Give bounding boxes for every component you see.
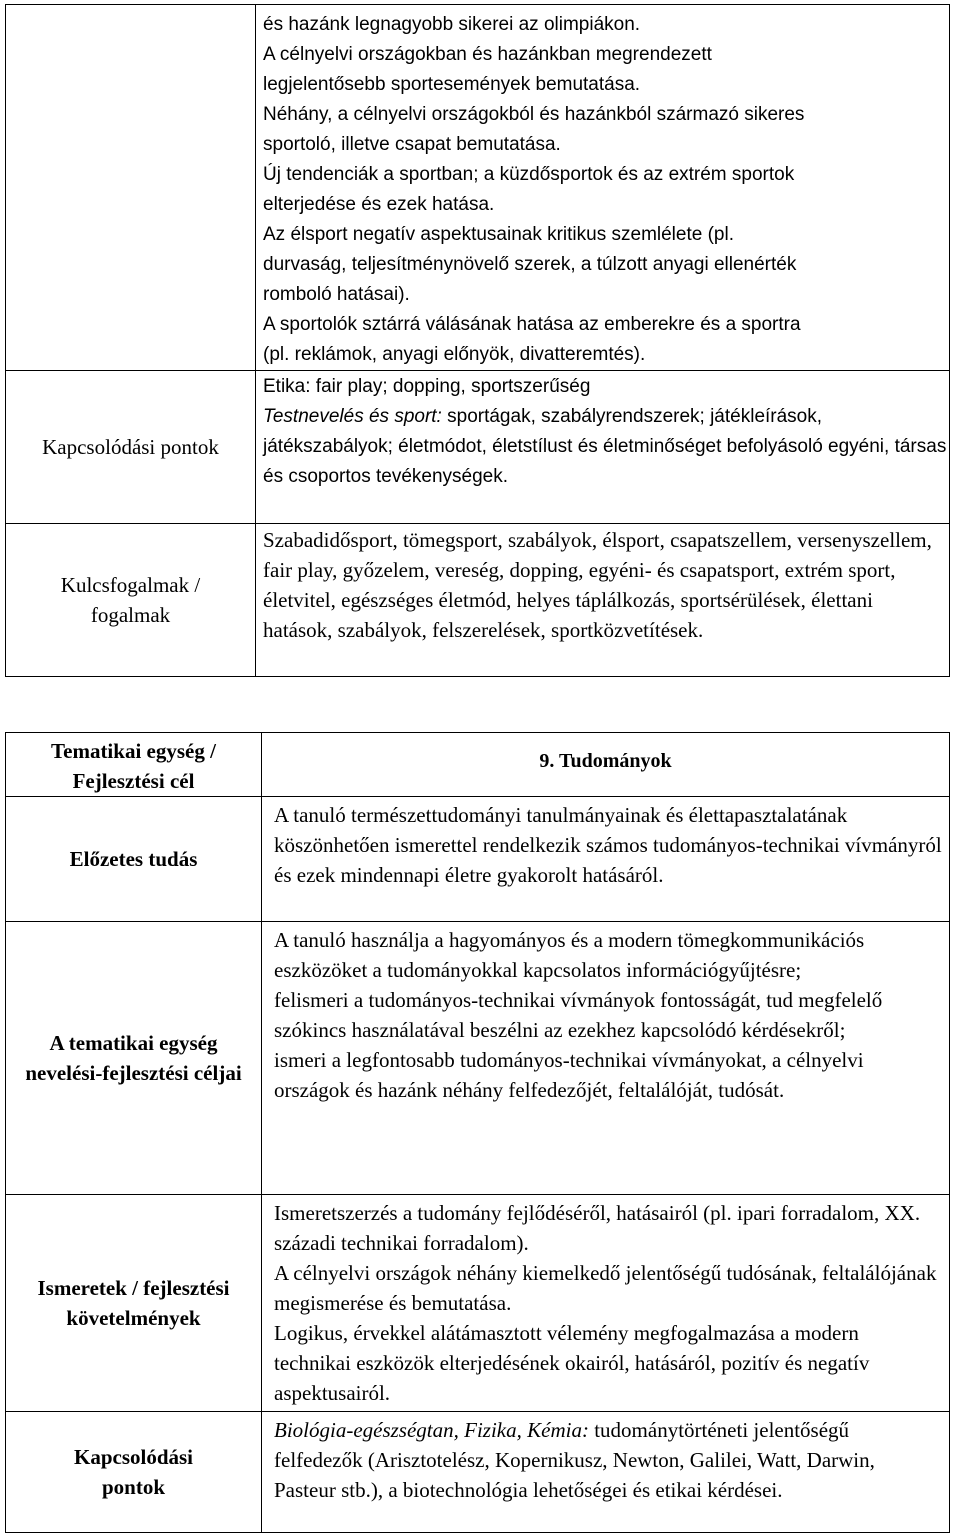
table-row bbox=[6, 733, 950, 797]
table-row bbox=[6, 922, 950, 1195]
content-lines bbox=[256, 5, 949, 370]
label-cell bbox=[6, 1195, 262, 1412]
content-line: A célnyelvi országokban és hazánkban megrendezett bbox=[263, 44, 712, 65]
ismeretek-item: Ismeretszerzés a tudomány fejlődéséről, hatásairól (pl. ipari forradalom, XX. századi technikai forradalom). bbox=[274, 1201, 921, 1255]
subject-italic: Testnevelés és sport: bbox=[263, 406, 442, 427]
content-cell bbox=[256, 5, 950, 371]
content-line: romboló hatásai). bbox=[263, 284, 410, 305]
content-line: durvaság, teljesítménynövelő szerek, a túlzott anyagi ellenérték bbox=[263, 254, 797, 275]
content-line: Az élsport negatív aspektusainak kritikus szemlélete (pl. bbox=[263, 224, 734, 245]
label-kapcsolodasi-pontok: Kapcsolódási pontok bbox=[42, 435, 219, 459]
content-cell bbox=[262, 922, 950, 1195]
biologia-paragraph bbox=[274, 1415, 939, 1505]
label-tematikai-egyseg: Tematikai egység / Fejlesztési cél bbox=[51, 739, 216, 793]
content-line: legjelentősebb sportesemények bemutatása. bbox=[263, 74, 641, 95]
ismeretek-item: A célnyelvi országok néhány kiemelkedő jelentőségű tudósának, feltalálójának megismerése és bemutatása. bbox=[274, 1261, 937, 1315]
elozetes-text: A tanuló természettudományi tanulmányainak és élettapasztalatának köszönhetően ismerettel rendelkezik számos tudományos-technikai vívmányról és ezek mindennapi életre gyakorolt hatásáról. bbox=[274, 803, 942, 887]
ismeretek-list bbox=[262, 1195, 949, 1408]
label-cell bbox=[6, 797, 262, 922]
kapcsolodasi-text-2 bbox=[262, 1412, 949, 1505]
content-line: Néhány, a célnyelvi országokból és hazánkból származó sikeres bbox=[263, 104, 805, 125]
label-cell bbox=[6, 922, 262, 1195]
label-celjai: A tematikai egység nevelési-fejlesztési céljai bbox=[25, 1031, 242, 1085]
sport-table-continuation bbox=[5, 4, 950, 677]
celjai-item: ismeri a legfontosabb tudományos-technikai vívmányokat, a célnyelvi országok és hazánk néhány felfedezőjét, feltalálóját, tudósát. bbox=[274, 1048, 864, 1102]
label-kulcsfogalmak: Kulcsfogalmak / fogalmak bbox=[60, 573, 201, 627]
table-row bbox=[6, 1195, 950, 1412]
label-cell bbox=[6, 1412, 262, 1533]
table-row bbox=[6, 524, 950, 677]
ismeretek-item: Logikus, érvekkel alátámasztott vélemény megfogalmazása a modern technikai eszközök elterjedésének okairól, hatásáról, pozitív és negatív aspektusairól. bbox=[274, 1321, 870, 1405]
kulcsfogalmak-text: Szabadidősport, tömegsport, szabályok, élsport, csapatszellem, versenyszellem, fair play, győzelem, vereség, dopping, egyéni- és csapatsport, extrém sport, életvitel, egészséges életmód, helyes táplálkozás, sportsérülések, élettani hatások, szabályok, felszerelések, sportközvetítések. bbox=[263, 528, 932, 642]
label-ismeretek: Ismeretek / fejlesztési követelmények bbox=[37, 1276, 230, 1330]
content-cell bbox=[262, 797, 950, 922]
unit-title bbox=[262, 746, 949, 776]
content-line: sportoló, illetve csapat bemutatása. bbox=[263, 134, 561, 155]
table-row bbox=[6, 797, 950, 922]
content-line: elterjedése és ezek hatása. bbox=[263, 194, 495, 215]
label-elozetes-tudas: Előzetes tudás bbox=[69, 847, 198, 871]
etika-line: Etika: fair play; dopping, sportszerűség bbox=[263, 376, 591, 397]
content-line: Új tendenciák a sportban; a küzdősportok és az extrém sportok bbox=[263, 164, 795, 185]
paragraph-rest: tudománytörténeti jelentőségű felfedezők (Arisztotelész, Kopernikusz, Newton, Galilei, Watt, Darwin, Pasteur stb.), a biotechnológia lehetőségei és etikai kérdései. bbox=[274, 1418, 875, 1502]
content-cell bbox=[256, 371, 950, 524]
paragraph-rest: sportágak, szabályrendszerek; játékleírások, játékszabályok; életmódot, életstílust és életminőséget befolyásoló egyéni, társas és csoportos tevékenységek. bbox=[263, 406, 947, 487]
celjai-item: A tanuló használja a hagyományos és a modern tömegkommunikációs eszközöket a tudományokkal kapcsolatos információgyűjtésre; bbox=[274, 928, 865, 982]
content-line: (pl. reklámok, anyagi előnyök, divatteremtés). bbox=[263, 344, 646, 365]
table-row bbox=[6, 5, 950, 371]
label-cell bbox=[6, 733, 262, 797]
label-cell bbox=[6, 371, 256, 524]
content-line: és hazánk legnagyobb sikerei az olimpiákon. bbox=[263, 14, 641, 35]
table-row bbox=[6, 1412, 950, 1533]
label-kapcsolodasi-pontok-2: Kapcsolódási pontok bbox=[73, 1445, 194, 1499]
content-cell bbox=[262, 1195, 950, 1412]
page-title: 9. Tudományok bbox=[539, 750, 672, 772]
label-cell bbox=[6, 524, 256, 677]
title-cell bbox=[262, 733, 950, 797]
content-line: A sportolók sztárrá válásának hatása az emberekre és a sportra bbox=[263, 314, 801, 335]
empty-label-cell bbox=[6, 5, 256, 371]
testneveles-paragraph bbox=[263, 402, 949, 492]
kapcsolodasi-text bbox=[256, 371, 949, 492]
celjai-item: felismeri a tudományos-technikai vívmányok fontosságát, tud megfelelő szókincs használatával beszélni az ezekhez kapcsolódó kérdésekről; bbox=[274, 988, 883, 1042]
table-row bbox=[6, 371, 950, 524]
tudomanyok-table bbox=[5, 732, 950, 1533]
content-cell bbox=[262, 1412, 950, 1533]
subject-italic: Biológia-egészségtan, Fizika, Kémia: bbox=[274, 1418, 589, 1442]
celjai-list bbox=[262, 922, 949, 1105]
content-cell bbox=[256, 524, 950, 677]
